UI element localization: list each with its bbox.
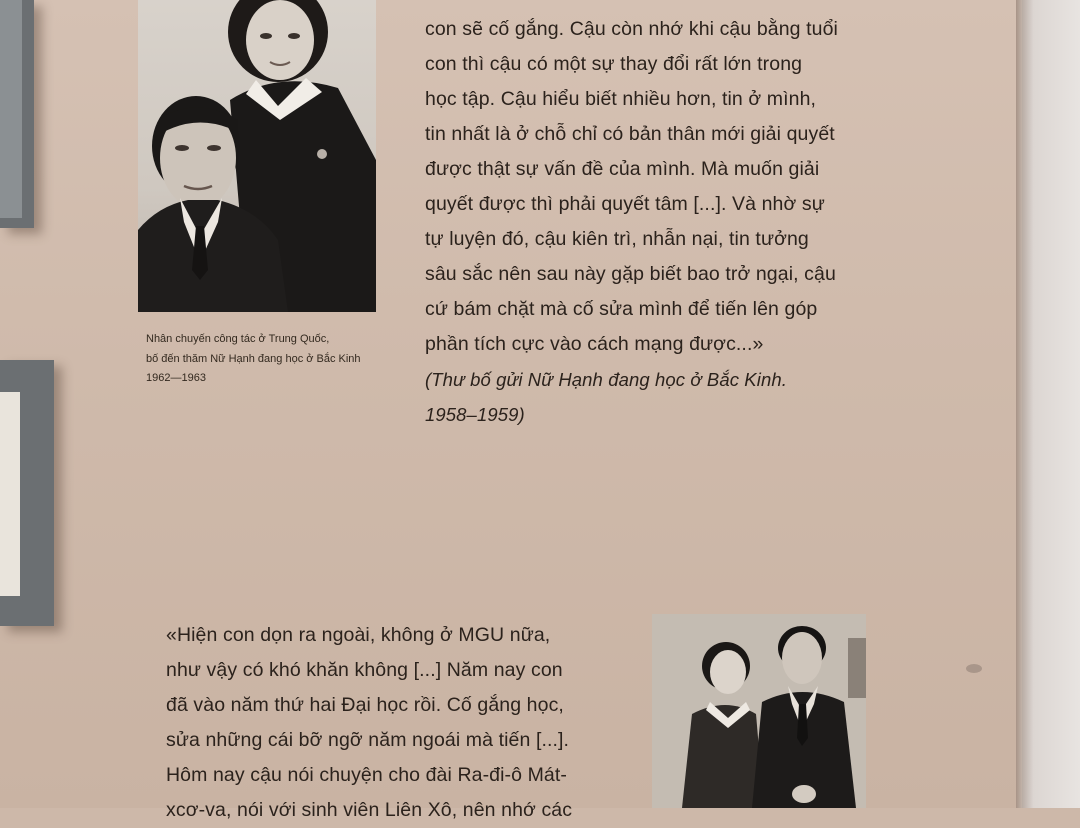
- caption-line: bố đến thăm Nữ Hạnh đang học ở Bắc Kinh: [146, 352, 361, 365]
- quote-line: con thì cậu có một sự thay đổi rất lớn trong: [425, 53, 803, 75]
- quote-line: sâu sắc nên sau này gặp biết bao trở ngại, cậu: [425, 263, 836, 285]
- quote-line: cứ bám chặt mà cố sửa mình để tiến lên góp: [425, 298, 818, 320]
- quote-source: (Thư bố gửi Nữ Hạnh đang học ở Bắc Kinh.: [425, 369, 787, 390]
- quote-line: quyết được thì phải quyết tâm [...]. Và nhờ sự: [425, 193, 825, 215]
- caption-line: Nhân chuyến công tác ở Trung Quốc,: [146, 333, 330, 345]
- letter-quote-bottom: [166, 618, 572, 828]
- left-frame-top: [0, 0, 34, 228]
- photo-couple-standing: [652, 614, 866, 808]
- quote-line: tự luyện đó, cậu kiên trì, nhẫn nại, tin tưởng: [425, 228, 809, 250]
- quote-line: được thật sự vấn đề của mình. Mà muốn giải: [425, 158, 820, 180]
- quote-line: Hôm nay cậu nói chuyện cho đài Ra-đi-ô Mát-: [166, 764, 567, 786]
- quote-line: học tập. Cậu hiểu biết nhiều hơn, tin ở mình,: [425, 88, 817, 110]
- photo-couple-standing-image: [652, 614, 866, 808]
- quote-line: tin nhất là ở chỗ chỉ có bản thân mới giải quyết: [425, 123, 835, 145]
- gallery-wall: [1022, 0, 1080, 808]
- photo-father-daughter-beijing: [138, 0, 376, 312]
- quote-line: như vậy có khó khăn không [...] Năm nay con: [166, 659, 563, 681]
- quote-line: phần tích cực vào cách mạng được...»: [425, 333, 764, 355]
- left-frame-bottom: [0, 360, 54, 626]
- left-frame-top-inner: [0, 0, 22, 218]
- wall-mark: [966, 664, 982, 673]
- quote-line: sửa những cái bỡ ngỡ năm ngoái mà tiến [...].: [166, 729, 570, 751]
- left-frame-bottom-inner: [0, 392, 20, 596]
- quote-line: «Hiện con dọn ra ngoài, không ở MGU nữa,: [166, 624, 551, 646]
- quote-line: đã vào năm thứ hai Đại học rồi. Cố gắng học,: [166, 694, 564, 716]
- caption-line: 1962—1963: [146, 372, 206, 384]
- quote-line: con sẽ cố gắng. Cậu còn nhớ khi cậu bằng tuổi: [425, 18, 838, 40]
- quote-line: xcơ-va, nói với sinh viên Liên Xô, nên nhớ các: [166, 799, 573, 821]
- photo-father-daughter-beijing-image: [138, 0, 376, 312]
- photo-caption: [146, 330, 361, 389]
- letter-quote-top: [425, 12, 838, 432]
- quote-source: 1958–1959): [425, 404, 525, 425]
